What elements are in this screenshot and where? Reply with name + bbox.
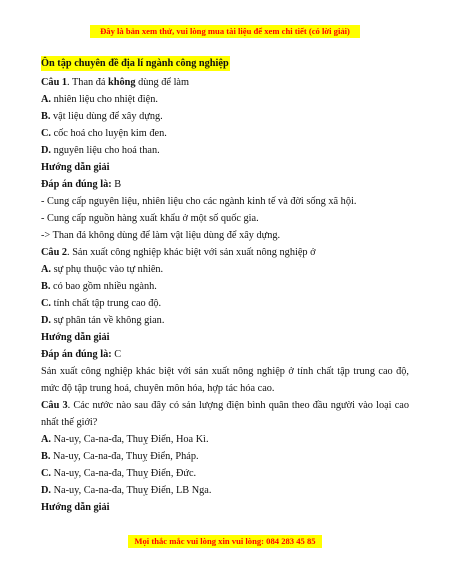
- topic-heading: Ôn tập chuyên đề địa lí ngành công nghiệp: [41, 58, 229, 69]
- question-text: . Sản xuất công nghiệp khác biệt với sản xuất nông nghiệp ở: [67, 247, 316, 258]
- option-a: [41, 91, 409, 108]
- option-text: có bao gồm nhiều ngành.: [50, 281, 157, 292]
- option-letter: C.: [41, 468, 52, 479]
- solution-heading: Hướng dẫn giải: [41, 162, 110, 173]
- solution-heading: Hướng dẫn giải: [41, 502, 110, 513]
- option-letter: B.: [41, 281, 51, 292]
- question-label: Câu 1: [41, 77, 68, 88]
- answer-line: [41, 346, 409, 363]
- option-text: vật liệu dùng để xây dựng.: [50, 111, 163, 122]
- option-a: [41, 261, 409, 278]
- option-b: [41, 108, 409, 125]
- explanation-line: -> Than đá không dùng để làm vật liệu dùng để xây dựng.: [41, 230, 281, 241]
- option-letter: A.: [41, 264, 52, 275]
- explanation-paragraph: Sản xuất công nghiệp khác biệt với sản xuất nông nghiệp ở tính chất tập trung cao độ, mức độ tập trung hoá, chuyên môn hóa, hợp tác hóa cao.: [41, 366, 409, 394]
- option-d: [41, 482, 409, 499]
- option-c: [41, 465, 409, 482]
- option-text: nhiên liệu cho nhiệt điện.: [51, 94, 158, 105]
- option-letter: C.: [41, 128, 52, 139]
- option-letter: A.: [41, 94, 52, 105]
- answer-line: [41, 176, 409, 193]
- option-letter: B.: [41, 451, 51, 462]
- option-d: [41, 142, 409, 159]
- question-label: Câu 3: [41, 400, 68, 411]
- explanation-line: - Cung cấp nguồn hàng xuất khẩu ở một số quốc gia.: [41, 213, 259, 224]
- explanation-line: - Cung cấp nguyên liệu, nhiên liệu cho các ngành kinh tế và đời sống xã hội.: [41, 196, 357, 207]
- option-letter: D.: [41, 485, 52, 496]
- question-text: . Than đá: [67, 77, 109, 88]
- option-text: sự phụ thuộc vào tự nhiên.: [51, 264, 164, 275]
- option-letter: A.: [41, 434, 52, 445]
- option-d: [41, 312, 409, 329]
- question-text: . Các nước nào sau đây có sản lượng điện bình quân theo đầu người vào loại cao nhất thế giới?: [41, 400, 409, 428]
- question-3: [41, 397, 409, 431]
- option-c: [41, 125, 409, 142]
- option-letter: D.: [41, 145, 52, 156]
- solution-heading: Hướng dẫn giải: [41, 332, 110, 343]
- question-1: [41, 74, 409, 91]
- document-body: [41, 55, 409, 516]
- option-text: Na-uy, Ca-na-đa, Thuỵ Điển, LB Nga.: [51, 485, 212, 496]
- contact-footer: Mọi thắc mắc vui lòng xin vui lòng: 084 283 45 85: [128, 535, 322, 548]
- option-c: [41, 295, 409, 312]
- answer-value: C: [111, 349, 122, 360]
- question-label: Câu 2: [41, 247, 68, 258]
- option-b: [41, 448, 409, 465]
- option-text: Na-uy, Ca-na-đa, Thuỵ Điển, Pháp.: [50, 451, 199, 462]
- option-letter: D.: [41, 315, 52, 326]
- option-text: Na-uy, Ca-na-đa, Thuỵ Điển, Hoa Kì.: [51, 434, 209, 445]
- option-text: nguyên liệu cho hoá than.: [51, 145, 160, 156]
- question-text: dùng để làm: [135, 77, 190, 88]
- option-text: Na-uy, Ca-na-đa, Thuỵ Điển, Đức.: [51, 468, 197, 479]
- option-text: cốc hoá cho luyện kim đen.: [51, 128, 167, 139]
- option-letter: B.: [41, 111, 51, 122]
- answer-value: B: [111, 179, 122, 190]
- question-2: [41, 244, 409, 261]
- answer-label: Đáp án đúng là:: [41, 179, 112, 190]
- option-text: tính chất tập trung cao độ.: [51, 298, 162, 309]
- preview-banner: Đây là bản xem thử, vui lòng mua tài liệu để xem chi tiết (có lời giải): [90, 25, 360, 38]
- option-text: sự phân tán về không gian.: [51, 315, 165, 326]
- option-a: [41, 431, 409, 448]
- answer-label: Đáp án đúng là:: [41, 349, 112, 360]
- option-letter: C.: [41, 298, 52, 309]
- question-emphasis: không: [108, 77, 136, 88]
- option-b: [41, 278, 409, 295]
